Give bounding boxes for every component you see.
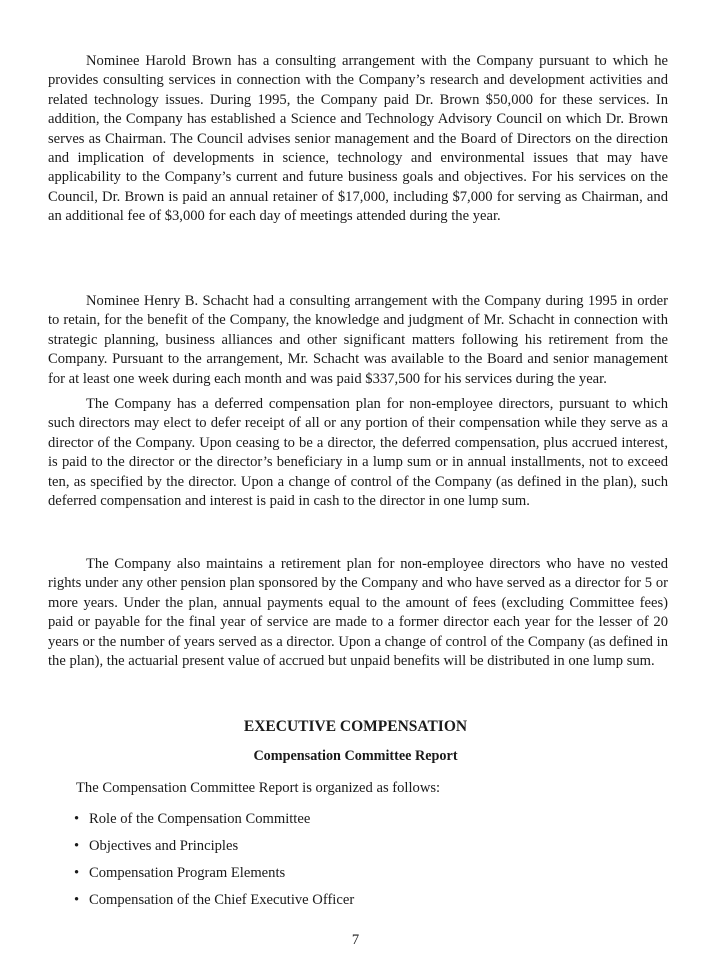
list-item [74,864,354,891]
list-item-label: Compensation of the Chief Executive Officer [89,892,355,908]
bullet-icon: • [74,892,80,908]
report-outline-list [74,810,354,918]
paragraph-deferred-compensation: The Company has a deferred compensation plan for non-employee directors, pursuant to which such directors may elect to defer receipt of all or any portion of their compensation while they serve as a director of the Company. Upon ceasing to be a director, the deferred compensation, plus accrued interest, is paid to the director or the director’s beneficiary in a lump sum or in annual installments, not to exceed ten, as specified by the director. Upon a change of control of the Company (as defined in the plan), such deferred compensation and interest is paid in cash to the director in one lump sum. [48,396,668,510]
subheading: Compensation Committee Report [253,748,458,764]
list-item [74,837,354,864]
bullet-icon: • [74,865,80,881]
section-heading: EXECUTIVE COMPENSATION [243,718,468,735]
list-item-label: Objectives and Principles [89,838,239,854]
list-item [74,810,354,837]
report-intro: The Compensation Committee Report is organized as follows: [76,780,441,796]
list-item-label: Compensation Program Elements [89,865,286,881]
paragraph-schacht-consulting: Nominee Henry B. Schacht had a consulting arrangement with the Company during 1995 in order to retain, for the benefit of the Company, the knowledge and judgment of Mr. Schacht in connection with strategic planning, business alliances and other significant matters following his retirement from the Company. Pursuant to the arrangement, Mr. Schacht was available to the Board and senior management for at least one week during each month and was paid $337,500 for his services during the year. [48,293,668,387]
list-item [74,891,354,918]
bullet-icon: • [74,838,80,854]
paragraph-brown-consulting: Nominee Harold Brown has a consulting arrangement with the Company pursuant to which he provides consulting services in connection with the Company’s research and development activities and related technology issues. During 1995, the Company paid Dr. Brown $50,000 for these services. In addition, the Company has established a Science and Technology Advisory Council on which Dr. Brown serves as Chairman. The Council advises senior management and the Board of Directors on the direction and implication of developments in science, technology and environmental issues that may have applicability to the Company’s current and future business goals and objectives. For his services on the Council, Dr. Brown is paid an annual retainer of $17,000, including $7,000 for serving as Chairman, and an additional fee of $3,000 for each day of meetings attended during the year. [48,53,668,225]
bullet-icon: • [74,811,80,827]
page-number: 7 [351,932,360,948]
paragraph-retirement-plan: The Company also maintains a retirement plan for non-employee directors who have no vested rights under any other pension plan sponsored by the Company and who have served as a director for 5 or more years. Under the plan, annual payments equal to the amount of fees (excluding Committee fees) paid or payable for the final year of service are made to a former director each year for the lesser of 20 years or the number of years served as a director. Upon a change of control of the Company (as defined in the plan), the actuarial present value of accrued but unpaid benefits will be distributed in one lump sum. [48,556,668,670]
list-item-label: Role of the Compensation Committee [89,811,311,827]
